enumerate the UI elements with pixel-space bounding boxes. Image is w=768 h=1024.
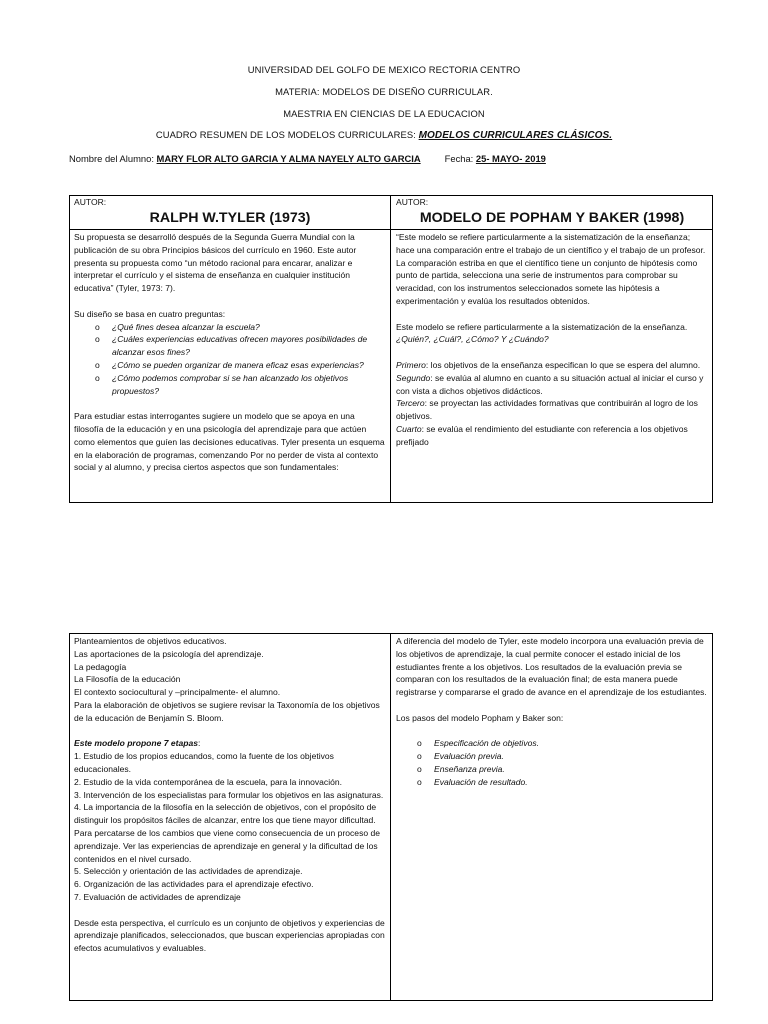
tyler-column (70, 196, 391, 502)
stage-item: 3. Intervención de los especialistas para formular los objetivos en las asignaturas. (74, 789, 384, 800)
step-segundo (396, 372, 708, 398)
popham-comparison: A diferencia del modelo de Tyler, este modelo incorpora una evaluación previa de los objetivos de aprendizaje, la cual permite conocer el estado inicial de los estudiantes frente a los objetivos. Los resultados de la evaluación previa se comparan con los resultados de la evaluación final; de esta manera puede registrarse y compararse el grado de avance en el aprendizaje de los estudiantes. (396, 636, 707, 698)
popham-second (396, 321, 708, 347)
student-line (69, 153, 546, 164)
popham-second-text: Este modelo se refiere particularmente a la sistematización de la enseñanza. (396, 321, 688, 332)
university-heading: UNIVERSIDAD DEL GOLFO DE MEXICO RECTORIA CENTRO (247, 64, 521, 75)
tyler-line: Para la elaboración de objetivos se sugiere revisar la Taxonomía de los objetivos de la educación de Benjamín S. Bloom. (74, 699, 380, 723)
tyler-line: Las aportaciones de la psicología del aprendizaje. (74, 648, 264, 659)
date-value: 25- MAYO- 2019 (475, 153, 546, 164)
step-text: : se evalúa el rendimiento del estudiante con referencia a los objetivos prefijado (396, 423, 688, 447)
stage-item: 4. La importancia de la filosofía en la selección de objetivos, con el propósito de distinguir los propósitos fáciles de alcanzar, entre los que tiene mayor dificultad. Para percatarse de los cambios que viene como consecuencia de un proceso de aprendizaje. Ver las experiencias de aprendizaje en general y la dificultad de los contenidos en el nivel cursado. (74, 802, 380, 864)
tyler-line: Planteamientos de objetivos educativos. (74, 636, 227, 646)
subject-heading: MATERIA: MODELOS DE DISEÑO CURRICULAR. (275, 86, 493, 97)
summary-table-2 (69, 633, 713, 1001)
tyler-closing: Para estudiar estas interrogantes sugiere un modelo que se apoya en una filosofía de la educación y en una psicología del aprendizaje para que actúen como elementos que guíen las decisiones educativas. Tyler presenta un esquema en la elaboración de programas, comenzando Por no perder de vista al contexto social y al alumno, y precisa ciertos aspectos que son fundamentales: (74, 411, 385, 473)
tyler-basis: Su diseño se basa en cuatro preguntas: (74, 308, 226, 319)
step-primero (396, 359, 708, 372)
tyler-line: La pedagogía (74, 661, 127, 672)
tyler-continued-column (70, 634, 391, 1000)
popham-step-item: o Enseñanza previa. (417, 763, 708, 776)
stage-item: 2. Estudio de la vida contemporánea de la escuela, para la innovación. (74, 776, 342, 787)
stage-item: 1. Estudio de los propios educandos, como la fuente de los objetivos educacionales. (74, 751, 334, 774)
autor-label: AUTOR: (396, 197, 429, 207)
step-cuarto (396, 423, 708, 449)
tyler-title: RALPH W.TYLER (1973) (149, 210, 311, 226)
step-tercero (396, 397, 708, 423)
student-names: MARY FLOR ALTO GARCIA Y ALMA NAYELY ALTO GARCIA (156, 153, 421, 164)
question-item: o ¿Qué fines desea alcanzar la escuela? (95, 321, 386, 334)
divider (391, 229, 712, 230)
popham-intro: “Este modelo se refiere particularmente a la sistematización de la enseñanza; hace una comparación entre el trabajo de un científico y el trabajo de un profesor. La comparación estriba en que el científico tiene un conjunto de hipótesis como punto de partida, selecciona una serie de instrumentos para comprobar su veracidad, con los instrumentos seleccionados somete las hipótesis a experimentación y evalúa los resultados obtenidos. (396, 232, 706, 306)
stages-colon: : (197, 738, 201, 749)
popham-step-item: o Evaluación previa. (417, 750, 708, 763)
summary-table-1 (69, 195, 713, 503)
step-text: : los objetivos de la enseñanza especifican lo que se espera del alumno. (425, 359, 701, 370)
popham-continued-column (391, 634, 712, 1000)
popham-steps-title: Los pasos del modelo Popham y Baker son: (396, 712, 564, 723)
summary-prefix: CUADRO RESUMEN DE LOS MODELOS CURRICULARES: (155, 129, 419, 140)
stages-title-text: Este modelo propone 7 etapas (74, 738, 198, 749)
tyler-questions (74, 321, 386, 398)
stage-item: 5. Selección y orientación de las actividades de aprendizaje. (74, 866, 303, 877)
summary-topic: MODELOS CURRICULARES CLÁSICOS. (418, 130, 613, 141)
stages-title (74, 737, 386, 750)
tyler-conclusion: Desde esta perspectiva, el currículo es un conjunto de objetivos y experiencias de aprendizaje planificados, seleccionados, que buscan experiencias apropiadas con efectos acumulativos y evaluables. (74, 917, 385, 954)
tyler-line: El contexto sociocultural y –principalmente- el alumno. (74, 687, 281, 698)
step-label: Segundo (396, 372, 431, 383)
step-text: : se proyectan las actividades formativas que contribuirán al logro de los objetivos. (396, 398, 698, 422)
popham-questions: ¿Quién?, ¿Cuál?, ¿Cómo? Y ¿Cuándo? (396, 334, 549, 345)
date-label: Fecha: (444, 153, 476, 164)
step-label: Primero (396, 359, 426, 370)
question-item: o ¿Cómo podemos comprobar si se han alcanzado los objetivos propuestos? (95, 372, 386, 398)
tyler-line: La Filosofía de la educación (74, 674, 181, 685)
question-item: o ¿Cuáles experiencias educativas ofrecen mayores posibilidades de alcanzar esos fines? (95, 333, 386, 359)
tyler-intro: Su propuesta se desarrolló después de la Segunda Guerra Mundial con la publicación de su obra Principios básicos del currículo en 1960. Este autor presenta su propuesta como “un método racional para encarar, analizar e interpretar el currículo y el sistema de enseñanza en cualquier institución educativa” (Tyler, 1973: 7). (74, 232, 357, 294)
step-label: Tercero (396, 398, 425, 409)
step-text: : se evalúa al alumno en cuanto a su situación actual al iniciar el curso y con vista a dichos objetivos didácticos. (396, 372, 704, 396)
stage-item: 7. Evaluación de actividades de aprendizaje (74, 891, 241, 902)
step-label: Cuarto (396, 423, 422, 434)
student-label: Nombre del Alumno: (69, 153, 157, 164)
divider (70, 229, 390, 230)
popham-step-item: o Especificación de objetivos. (417, 737, 708, 750)
summary-heading (0, 129, 768, 141)
autor-label: AUTOR: (74, 197, 107, 207)
program-heading: MAESTRIA EN CIENCIAS DE LA EDUCACION (283, 108, 485, 119)
popham-column (391, 196, 712, 502)
popham-title: MODELO DE POPHAM Y BAKER (1998) (419, 210, 685, 226)
stage-item: 6. Organización de las actividades para el aprendizaje efectivo. (74, 879, 314, 890)
popham-step-item: o Evaluación de resultado. (417, 776, 708, 789)
question-item: o ¿Cómo se pueden organizar de manera eficaz esas experiencias? (95, 359, 386, 372)
popham-steps (396, 737, 708, 788)
